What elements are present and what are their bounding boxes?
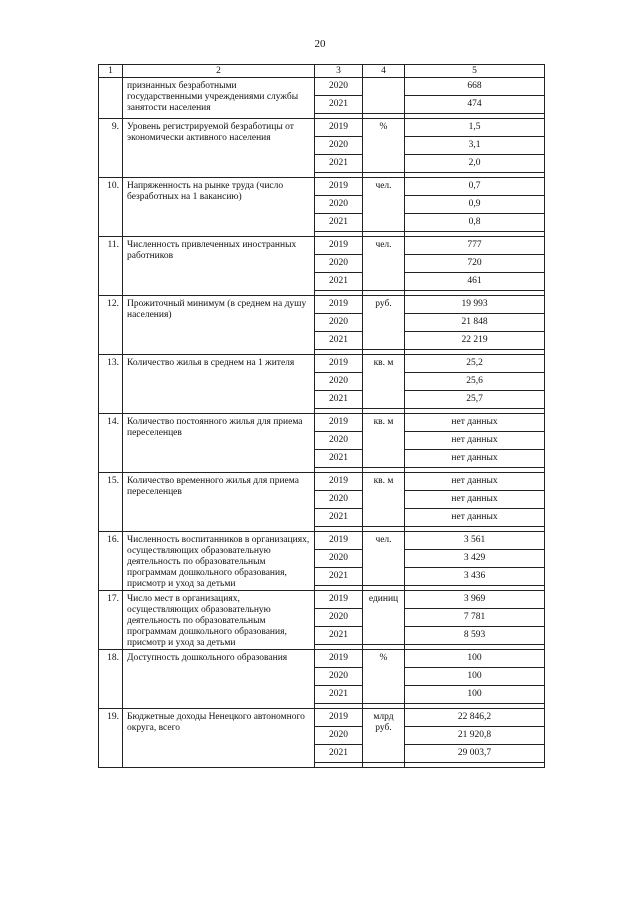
row-number: 9. <box>99 119 123 178</box>
value-cell: 777 <box>405 237 545 255</box>
year-cell: 2019 <box>315 237 363 255</box>
value-cell: 25,2 <box>405 355 545 373</box>
row-number <box>99 78 123 119</box>
year-cell: 2020 <box>315 314 363 332</box>
table-row <box>99 237 545 255</box>
year-cell: 2021 <box>315 214 363 232</box>
year-cell: 2019 <box>315 119 363 137</box>
value-cell: 3,1 <box>405 137 545 155</box>
value-cell: 668 <box>405 78 545 96</box>
value-cell: нет данных <box>405 491 545 509</box>
unit-cell: чел. <box>363 237 405 291</box>
year-cell: 2020 <box>315 196 363 214</box>
unit-cell: чел. <box>363 532 405 586</box>
year-cell: 2019 <box>315 414 363 432</box>
row-number: 13. <box>99 355 123 414</box>
indicator-name: Количество жилья в среднем на 1 жителя <box>123 355 315 414</box>
year-cell: 2020 <box>315 432 363 450</box>
year-cell: 2021 <box>315 745 363 763</box>
year-cell: 2021 <box>315 568 363 586</box>
year-cell: 2021 <box>315 273 363 291</box>
value-cell: 2,0 <box>405 155 545 173</box>
year-cell: 2019 <box>315 355 363 373</box>
value-cell: 3 969 <box>405 591 545 609</box>
year-cell: 2020 <box>315 373 363 391</box>
value-cell: 100 <box>405 668 545 686</box>
unit-cell: кв. м <box>363 414 405 468</box>
value-cell: 100 <box>405 686 545 704</box>
row-number: 14. <box>99 414 123 473</box>
value-cell: нет данных <box>405 414 545 432</box>
unit-cell: % <box>363 119 405 173</box>
indicator-name: Число мест в организациях, осуществляющих образовательную деятельность по образовательным программам дошкольного образования, присмотр и уход за детьми <box>123 591 315 650</box>
year-cell: 2021 <box>315 509 363 527</box>
unit-cell: % <box>363 650 405 704</box>
row-number: 18. <box>99 650 123 709</box>
row-number: 17. <box>99 591 123 650</box>
value-cell: 21 920,8 <box>405 727 545 745</box>
year-cell: 2020 <box>315 550 363 568</box>
year-cell: 2019 <box>315 709 363 727</box>
table-row <box>99 650 545 668</box>
year-cell: 2020 <box>315 609 363 627</box>
header-cell: 5 <box>405 65 545 78</box>
header-cell: 2 <box>123 65 315 78</box>
row-number: 15. <box>99 473 123 532</box>
year-cell: 2019 <box>315 473 363 491</box>
indicator-name: Численность привлеченных иностранных работников <box>123 237 315 296</box>
value-cell: 0,7 <box>405 178 545 196</box>
year-cell: 2020 <box>315 78 363 96</box>
value-cell: нет данных <box>405 473 545 491</box>
value-cell: 22 219 <box>405 332 545 350</box>
year-cell: 2019 <box>315 650 363 668</box>
year-cell: 2019 <box>315 591 363 609</box>
unit-spacer <box>363 763 405 768</box>
year-cell: 2021 <box>315 391 363 409</box>
value-cell: 3 436 <box>405 568 545 586</box>
value-spacer <box>405 763 545 768</box>
year-cell: 2019 <box>315 296 363 314</box>
unit-cell: кв. м <box>363 355 405 409</box>
row-number: 16. <box>99 532 123 591</box>
value-cell: 474 <box>405 96 545 114</box>
row-number: 19. <box>99 709 123 768</box>
year-cell: 2021 <box>315 627 363 645</box>
value-cell: 0,9 <box>405 196 545 214</box>
value-cell: 720 <box>405 255 545 273</box>
unit-cell: млрд руб. <box>363 709 405 763</box>
table-row <box>99 78 545 96</box>
header-cell: 1 <box>99 65 123 78</box>
year-cell: 2020 <box>315 491 363 509</box>
table-row <box>99 591 545 609</box>
year-cell: 2020 <box>315 137 363 155</box>
header-cell: 4 <box>363 65 405 78</box>
row-number: 10. <box>99 178 123 237</box>
row-number: 11. <box>99 237 123 296</box>
year-cell: 2021 <box>315 686 363 704</box>
value-cell: 21 848 <box>405 314 545 332</box>
indicator-name: Количество временного жилья для приема переселенцев <box>123 473 315 532</box>
year-cell: 2020 <box>315 255 363 273</box>
indicator-name: Количество постоянного жилья для приема переселенцев <box>123 414 315 473</box>
table-row <box>99 119 545 137</box>
value-cell: 29 003,7 <box>405 745 545 763</box>
unit-cell: чел. <box>363 178 405 232</box>
header-cell: 3 <box>315 65 363 78</box>
value-cell: 7 781 <box>405 609 545 627</box>
year-cell: 2021 <box>315 450 363 468</box>
year-spacer <box>315 763 363 768</box>
value-cell: 8 593 <box>405 627 545 645</box>
unit-cell: кв. м <box>363 473 405 527</box>
indicator-name: Прожиточный минимум (в среднем на душу населения) <box>123 296 315 355</box>
value-cell: 3 429 <box>405 550 545 568</box>
unit-cell <box>363 78 405 114</box>
indicator-name: Напряженность на рынке труда (число безработных на 1 вакансию) <box>123 178 315 237</box>
value-cell: 100 <box>405 650 545 668</box>
page-number: 20 <box>314 38 326 50</box>
value-cell: 0,8 <box>405 214 545 232</box>
value-cell: 25,7 <box>405 391 545 409</box>
year-cell: 2021 <box>315 332 363 350</box>
table-row <box>99 414 545 432</box>
year-cell: 2021 <box>315 96 363 114</box>
indicator-name: Численность воспитанников в организациях, осуществляющих образовательную деятельность по образовательным программам дошкольного образования, присмотр и уход за детьми <box>123 532 315 591</box>
indicator-name: Доступность дошкольного образования <box>123 650 315 709</box>
unit-cell: руб. <box>363 296 405 350</box>
unit-cell: единиц <box>363 591 405 645</box>
value-cell: нет данных <box>405 509 545 527</box>
value-cell: 1,5 <box>405 119 545 137</box>
value-cell: 3 561 <box>405 532 545 550</box>
value-cell: нет данных <box>405 450 545 468</box>
value-cell: 25,6 <box>405 373 545 391</box>
indicator-name: признанных безработными государственными учреждениями службы занятости населения <box>123 78 315 119</box>
indicators-table <box>98 64 545 768</box>
year-cell: 2021 <box>315 155 363 173</box>
value-cell: 461 <box>405 273 545 291</box>
indicator-name: Уровень регистрируемой безработицы от экономически активного населения <box>123 119 315 178</box>
row-number: 12. <box>99 296 123 355</box>
table-row <box>99 355 545 373</box>
table-row <box>99 532 545 550</box>
indicator-name: Бюджетные доходы Ненецкого автономного округа, всего <box>123 709 315 768</box>
year-cell: 2020 <box>315 668 363 686</box>
year-cell: 2019 <box>315 532 363 550</box>
value-cell: 19 993 <box>405 296 545 314</box>
year-cell: 2019 <box>315 178 363 196</box>
value-cell: 22 846,2 <box>405 709 545 727</box>
year-cell: 2020 <box>315 727 363 745</box>
value-cell: нет данных <box>405 432 545 450</box>
table-row <box>99 296 545 314</box>
table-row <box>99 473 545 491</box>
table-header-row <box>99 65 545 78</box>
table-row <box>99 178 545 196</box>
table-row <box>99 709 545 727</box>
